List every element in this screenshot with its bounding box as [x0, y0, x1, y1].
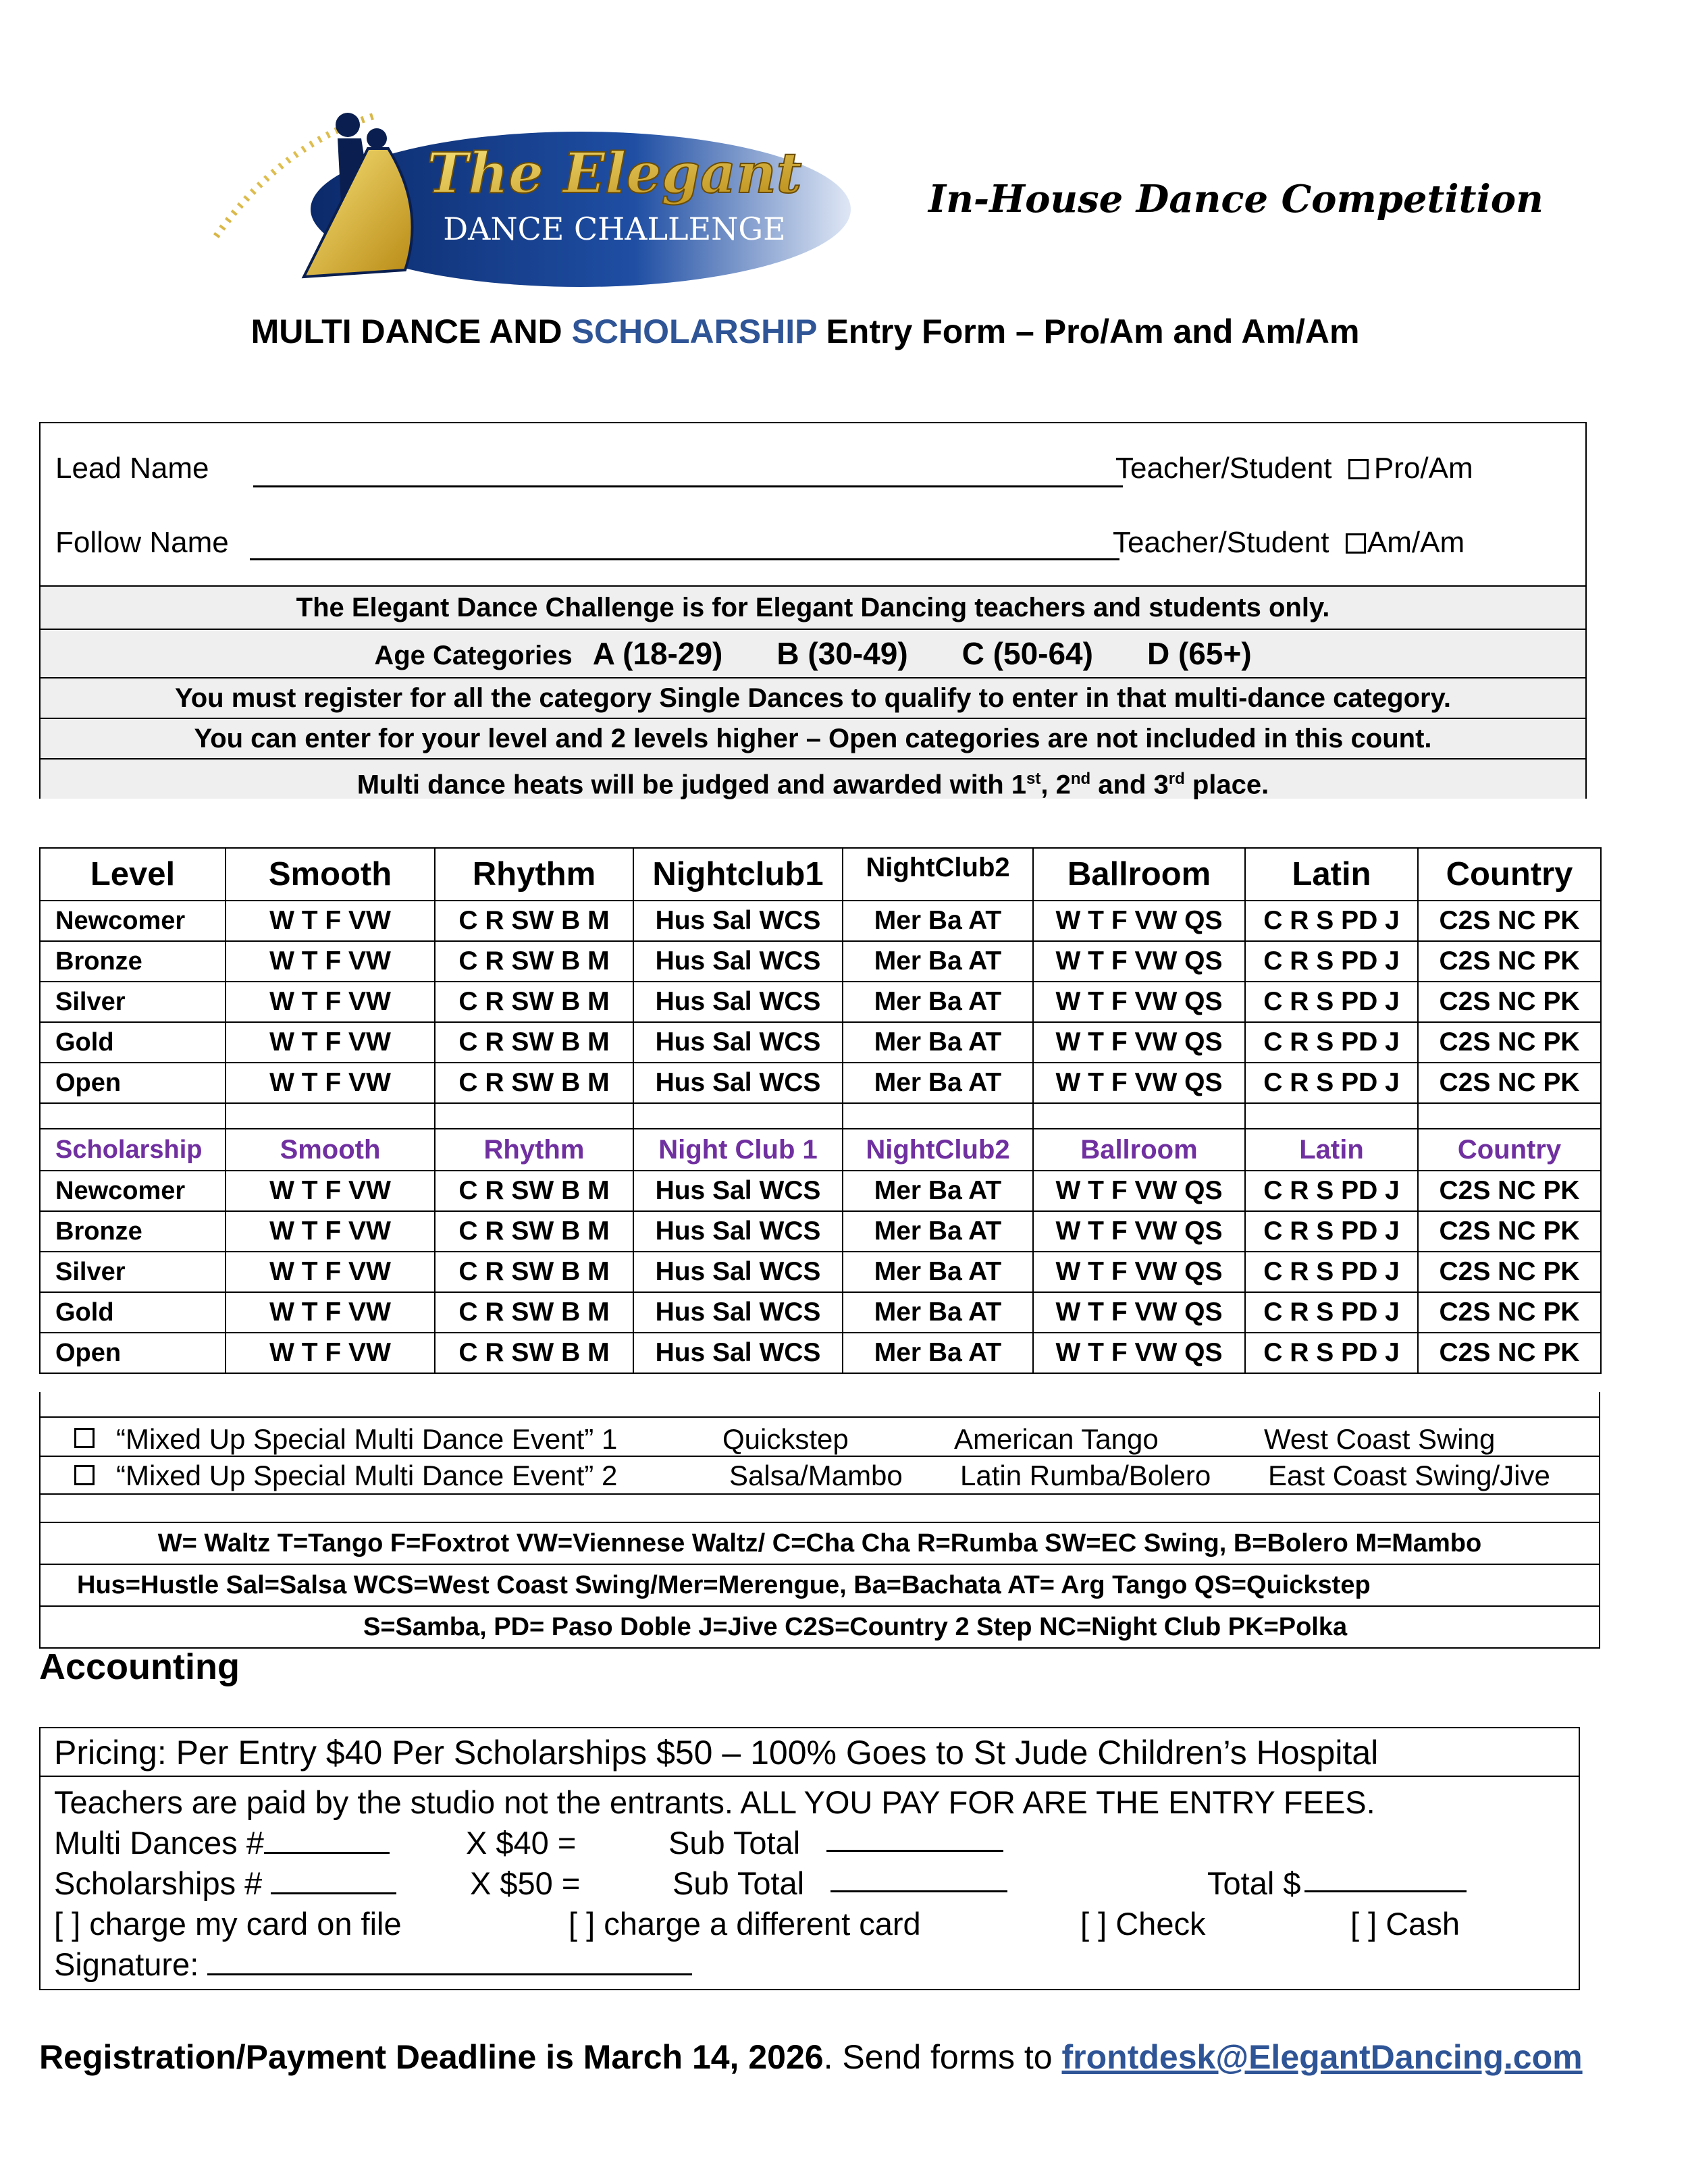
dance-cell-nightclub2[interactable]: Mer Ba AT	[843, 1022, 1033, 1063]
dance-cell-ballroom[interactable]: W T F VW QS	[1033, 1252, 1245, 1292]
blank-spacer-row	[39, 1392, 1600, 1418]
dance-cell-ballroom[interactable]: W T F VW QS	[1033, 1292, 1245, 1333]
pay-different-card-option[interactable]: [ ] charge a different card	[569, 1906, 921, 1942]
dance-cell-nightclub1[interactable]: Hus Sal WCS	[633, 982, 843, 1022]
dance-cell-nightclub2[interactable]: Mer Ba AT	[843, 901, 1033, 941]
signature-field[interactable]	[207, 1948, 692, 1975]
age-cat-b: B (30-49)	[776, 636, 908, 671]
title-part2: Entry Form – Pro/Am and Am/Am	[816, 313, 1360, 350]
accounting-heading: Accounting	[39, 1647, 240, 1687]
dance-cell-nightclub2[interactable]: Mer Ba AT	[843, 1063, 1033, 1103]
table-row	[40, 941, 1601, 982]
info-line-age-categories	[41, 629, 1585, 677]
level-cell: Silver	[40, 982, 226, 1022]
logo-text-line1: The Elegant	[427, 141, 802, 206]
dance-cell-smooth[interactable]: W T F VW	[226, 1333, 435, 1373]
dance-cell-country[interactable]: C2S NC PK	[1418, 941, 1601, 982]
level-cell: Open	[40, 1333, 226, 1373]
dance-cell-nightclub2[interactable]: Mer Ba AT	[843, 1252, 1033, 1292]
dance-cell-latin[interactable]: C R S PD J	[1245, 1292, 1418, 1333]
age-categories-label: Age Categories	[374, 641, 573, 670]
dance-cell-country[interactable]: C2S NC PK	[1418, 1292, 1601, 1333]
proam-checkbox[interactable]	[1348, 459, 1369, 479]
lead-name-label: Lead Name	[55, 452, 209, 485]
dance-cell-nightclub1[interactable]: Hus Sal WCS	[633, 1333, 843, 1373]
dance-cell-nightclub2[interactable]: Mer Ba AT	[843, 1211, 1033, 1252]
scholarship-table-row	[40, 1211, 1601, 1252]
dance-cell-nightclub2[interactable]: Mer Ba AT	[843, 1171, 1033, 1211]
proam-label: Pro/Am	[1373, 452, 1473, 485]
frontdesk-email-link[interactable]: frontdesk@ElegantDancing.com	[1061, 2038, 1583, 2076]
title-part1: MULTI DANCE AND	[250, 313, 572, 350]
legend-line-2	[39, 1565, 1600, 1607]
dance-cell-country[interactable]: C2S NC PK	[1418, 1211, 1601, 1252]
col-header-nightclub2: NightClub2	[843, 848, 1033, 901]
table-row	[40, 901, 1601, 941]
scholarship-col-header-rhythm: Rhythm	[435, 1129, 633, 1171]
schol-subtotal-field[interactable]	[830, 1865, 1007, 1892]
blank-spacer-row	[39, 1495, 1600, 1523]
multi-dances-line	[54, 1824, 801, 1861]
dance-cell-ballroom[interactable]: W T F VW QS	[1033, 901, 1245, 941]
multi-subtotal-label: Sub Total	[668, 1825, 801, 1861]
age-cat-c: C (50-64)	[961, 636, 1093, 671]
level-cell: Silver	[40, 1252, 226, 1292]
scholarship-col-header-ballroom: Ballroom	[1033, 1129, 1245, 1171]
dance-cell-nightclub1[interactable]: Hus Sal WCS	[633, 901, 843, 941]
scholarship-table-row	[40, 1171, 1601, 1211]
table-header-row	[40, 848, 1601, 901]
dance-cell-ballroom[interactable]: W T F VW QS	[1033, 982, 1245, 1022]
col-header-level: Level	[40, 848, 226, 901]
dance-cell-ballroom[interactable]: W T F VW QS	[1033, 1171, 1245, 1211]
dance-cell-nightclub1[interactable]: Hus Sal WCS	[633, 1063, 843, 1103]
payment-options-line	[54, 1905, 1566, 1946]
pay-check-option[interactable]: [ ] Check	[1080, 1906, 1206, 1942]
col-header-ballroom: Ballroom	[1033, 848, 1245, 901]
logo-text-line2: DANCE CHALLENGE	[443, 211, 786, 247]
mixed-event-2-dance-1: Salsa/Mambo	[729, 1460, 903, 1491]
follow-teacher-student	[1113, 526, 1465, 560]
total-field[interactable]	[1304, 1865, 1467, 1892]
form-title	[0, 312, 1610, 351]
level-cell: Gold	[40, 1022, 226, 1063]
dance-cell-country[interactable]: C2S NC PK	[1418, 1171, 1601, 1211]
dance-cell-smooth[interactable]: W T F VW	[226, 941, 435, 982]
info-line-eligibility: The Elegant Dance Challenge is for Elegant Dancing teachers and students only.	[41, 585, 1585, 629]
amam-label: Am/Am	[1367, 526, 1465, 559]
dance-cell-rhythm[interactable]: C R SW B M	[435, 1252, 633, 1292]
dance-cell-latin[interactable]: C R S PD J	[1245, 1252, 1418, 1292]
follow-name-field[interactable]	[250, 558, 1119, 560]
total-label: Total $	[1207, 1865, 1301, 1901]
blank-cell	[226, 1103, 435, 1129]
col-header-smooth: Smooth	[226, 848, 435, 901]
blank-cell	[633, 1103, 843, 1129]
mixed-event-1-row	[39, 1418, 1600, 1457]
table-row	[40, 1063, 1601, 1103]
level-cell: Newcomer	[40, 1171, 226, 1211]
amam-checkbox[interactable]	[1346, 533, 1366, 554]
entrant-info-box	[39, 422, 1587, 799]
dance-cell-rhythm[interactable]: C R SW B M	[435, 1171, 633, 1211]
multi-subtotal-field[interactable]	[826, 1824, 1003, 1852]
dance-cell-nightclub1[interactable]: Hus Sal WCS	[633, 1252, 843, 1292]
info-line-single-dances: You must register for all the category Single Dances to qualify to enter in that multi-dance category.	[41, 677, 1585, 718]
mixed-event-1-dance-1: Quickstep	[722, 1423, 849, 1455]
lead-teacher-student	[1115, 452, 1473, 485]
multi-dances-label: Multi Dances #	[54, 1825, 264, 1861]
dance-cell-country[interactable]: C2S NC PK	[1418, 1022, 1601, 1063]
dance-entry-table	[39, 847, 1602, 1374]
scholarship-col-header-latin: Latin	[1245, 1129, 1418, 1171]
col-header-country: Country	[1418, 848, 1601, 901]
dance-cell-latin[interactable]: C R S PD J	[1245, 1333, 1418, 1373]
legend-line-2-text: Hus=Hustle Sal=Salsa WCS=West Coast Swing/Mer=Merengue, Ba=Bachata AT= Arg Tango QS=Quickstep	[77, 1571, 1371, 1599]
pricing-line: Pricing: Per Entry $40 Per Scholarships $50 – 100% Goes to St Jude Children’s Hospital	[41, 1728, 1579, 1777]
level-cell: Open	[40, 1063, 226, 1103]
dance-cell-latin[interactable]: C R S PD J	[1245, 982, 1418, 1022]
info-line-awards: Multi dance heats will be judged and awarded with 1st, 2nd and 3rd place.	[41, 758, 1585, 799]
age-cat-d: D (65+)	[1146, 636, 1252, 671]
level-cell: Bronze	[40, 941, 226, 982]
scholarship-col-header-nightclub1: Night Club 1	[633, 1129, 843, 1171]
teacher-student-label: Teacher/Student	[1115, 452, 1332, 485]
scholarships-count-field[interactable]	[271, 1867, 396, 1894]
blank-cell	[843, 1103, 1033, 1129]
legend-line-3	[39, 1607, 1600, 1649]
dance-cell-nightclub2[interactable]: Mer Ba AT	[843, 941, 1033, 982]
dance-cell-nightclub1[interactable]: Hus Sal WCS	[633, 1211, 843, 1252]
table-row	[40, 1022, 1601, 1063]
blank-cell	[40, 1103, 226, 1129]
dance-cell-latin[interactable]: C R S PD J	[1245, 1063, 1418, 1103]
scholarships-label: Scholarships #	[54, 1865, 263, 1901]
deadline-line	[39, 2037, 1583, 2077]
dance-cell-rhythm[interactable]: C R SW B M	[435, 1292, 633, 1333]
dance-cell-ballroom[interactable]: W T F VW QS	[1033, 1022, 1245, 1063]
dance-cell-rhythm[interactable]: C R SW B M	[435, 1022, 633, 1063]
dance-cell-latin[interactable]: C R S PD J	[1245, 1171, 1418, 1211]
dance-cell-smooth[interactable]: W T F VW	[226, 982, 435, 1022]
dance-cell-smooth[interactable]: W T F VW	[226, 1252, 435, 1292]
deadline-text: Registration/Payment Deadline is March 14, 2026	[39, 2038, 824, 2076]
blank-cell	[435, 1103, 633, 1129]
mixed-event-2-row	[39, 1457, 1600, 1495]
multi-dances-calc: X $40 =	[466, 1825, 577, 1861]
mixed-event-1-checkbox[interactable]	[74, 1428, 95, 1448]
legend-line-3-text: S=Samba, PD= Paso Doble J=Jive C2S=Country 2 Step NC=Night Club PK=Polka	[363, 1613, 1348, 1641]
scholarship-col-header-level: Scholarship	[40, 1129, 226, 1171]
scholarships-calc: X $50 =	[470, 1865, 581, 1901]
dance-cell-latin[interactable]: C R S PD J	[1245, 1211, 1418, 1252]
scholarship-table-row	[40, 1292, 1601, 1333]
dance-cell-smooth[interactable]: W T F VW	[226, 1022, 435, 1063]
col-header-latin: Latin	[1245, 848, 1418, 901]
dance-cell-smooth[interactable]: W T F VW	[226, 1211, 435, 1252]
competition-subtitle: In-House Dance Competition	[928, 177, 1544, 221]
dance-cell-nightclub2[interactable]: Mer Ba AT	[843, 1333, 1033, 1373]
dance-cell-country[interactable]: C2S NC PK	[1418, 1252, 1601, 1292]
scholarship-table-row	[40, 1252, 1601, 1292]
dance-cell-nightclub1[interactable]: Hus Sal WCS	[633, 1171, 843, 1211]
dance-cell-nightclub2[interactable]: Mer Ba AT	[843, 982, 1033, 1022]
level-cell: Newcomer	[40, 901, 226, 941]
scholarship-header-row	[40, 1129, 1601, 1171]
dance-cell-nightclub1[interactable]: Hus Sal WCS	[633, 941, 843, 982]
signature-line	[54, 1946, 692, 1983]
fees-note: Teachers are paid by the studio not the entrants. ALL YOU PAY FOR ARE THE ENTRY FEES.	[54, 1784, 1375, 1820]
dance-cell-smooth[interactable]: W T F VW	[226, 901, 435, 941]
title-highlight-scholarship: SCHOLARSHIP	[571, 313, 817, 350]
table-row	[40, 982, 1601, 1022]
dance-cell-ballroom[interactable]: W T F VW QS	[1033, 1333, 1245, 1373]
teacher-student-label: Teacher/Student	[1113, 526, 1329, 559]
dance-cell-ballroom[interactable]: W T F VW QS	[1033, 1063, 1245, 1103]
dance-cell-latin[interactable]: C R S PD J	[1245, 1022, 1418, 1063]
dance-cell-ballroom[interactable]: W T F VW QS	[1033, 941, 1245, 982]
dance-cell-nightclub1[interactable]: Hus Sal WCS	[633, 1022, 843, 1063]
multi-dances-count-field[interactable]	[264, 1826, 390, 1854]
mixed-event-2-name: “Mixed Up Special Multi Dance Event” 2	[116, 1460, 618, 1491]
blank-cell	[1033, 1103, 1245, 1129]
dance-cell-ballroom[interactable]: W T F VW QS	[1033, 1211, 1245, 1252]
elegant-dance-challenge-logo	[203, 101, 851, 290]
mixed-event-2-dance-2: Latin Rumba/Bolero	[960, 1460, 1211, 1491]
blank-cell	[1245, 1103, 1418, 1129]
pay-card-on-file-option[interactable]: [ ] charge my card on file	[54, 1906, 402, 1942]
scholarship-table-row	[40, 1333, 1601, 1373]
dance-cell-smooth[interactable]: W T F VW	[226, 1171, 435, 1211]
follow-name-label: Follow Name	[55, 526, 229, 559]
level-cell: Gold	[40, 1292, 226, 1333]
dance-cell-rhythm[interactable]: C R SW B M	[435, 1211, 633, 1252]
dance-cell-country[interactable]: C2S NC PK	[1418, 1333, 1601, 1373]
mixed-event-2-checkbox[interactable]	[74, 1465, 95, 1485]
dance-cell-country[interactable]: C2S NC PK	[1418, 901, 1601, 941]
mixed-event-1-dance-3: West Coast Swing	[1264, 1423, 1496, 1455]
info-line-levels: You can enter for your level and 2 levels higher – Open categories are not included in this count.	[41, 718, 1585, 758]
dance-cell-country[interactable]: C2S NC PK	[1418, 982, 1601, 1022]
lead-name-field[interactable]	[253, 485, 1123, 487]
scholarships-line	[54, 1865, 1301, 1902]
legend-line-1: W= Waltz T=Tango F=Foxtrot VW=Viennese Waltz/ C=Cha Cha R=Rumba SW=EC Swing, B=Bolero M=Mambo	[39, 1523, 1600, 1565]
dance-cell-country[interactable]: C2S NC PK	[1418, 1063, 1601, 1103]
col-header-rhythm: Rhythm	[435, 848, 633, 901]
dance-cell-rhythm[interactable]: C R SW B M	[435, 901, 633, 941]
scholarship-col-header-country: Country	[1418, 1129, 1601, 1171]
dance-cell-rhythm[interactable]: C R SW B M	[435, 941, 633, 982]
signature-label: Signature:	[54, 1946, 199, 1982]
col-header-nightclub1: Nightclub1	[633, 848, 843, 901]
scholarship-col-header-smooth: Smooth	[226, 1129, 435, 1171]
dance-cell-nightclub2[interactable]: Mer Ba AT	[843, 1292, 1033, 1333]
dance-cell-smooth[interactable]: W T F VW	[226, 1063, 435, 1103]
blank-cell	[1418, 1103, 1601, 1129]
blank-spacer-row	[40, 1103, 1601, 1129]
scholarship-col-header-nightclub2: NightClub2	[843, 1129, 1033, 1171]
dance-cell-smooth[interactable]: W T F VW	[226, 1292, 435, 1333]
schol-subtotal-label: Sub Total	[672, 1865, 805, 1901]
age-cat-a: A (18-29)	[592, 636, 723, 671]
dance-cell-rhythm[interactable]: C R SW B M	[435, 982, 633, 1022]
level-cell: Bronze	[40, 1211, 226, 1252]
mixed-event-1-name: “Mixed Up Special Multi Dance Event” 1	[116, 1423, 618, 1455]
accounting-box	[39, 1727, 1580, 1990]
dance-cell-rhythm[interactable]: C R SW B M	[435, 1333, 633, 1373]
mixed-event-2-dance-3: East Coast Swing/Jive	[1268, 1460, 1550, 1491]
mixed-event-1-dance-2: American Tango	[954, 1423, 1159, 1455]
dance-cell-rhythm[interactable]: C R SW B M	[435, 1063, 633, 1103]
pay-cash-option[interactable]: [ ] Cash	[1350, 1906, 1460, 1942]
send-forms-text: . Send forms to	[823, 2038, 1062, 2076]
dance-cell-nightclub1[interactable]: Hus Sal WCS	[633, 1292, 843, 1333]
dance-cell-latin[interactable]: C R S PD J	[1245, 941, 1418, 982]
dance-cell-latin[interactable]: C R S PD J	[1245, 901, 1418, 941]
